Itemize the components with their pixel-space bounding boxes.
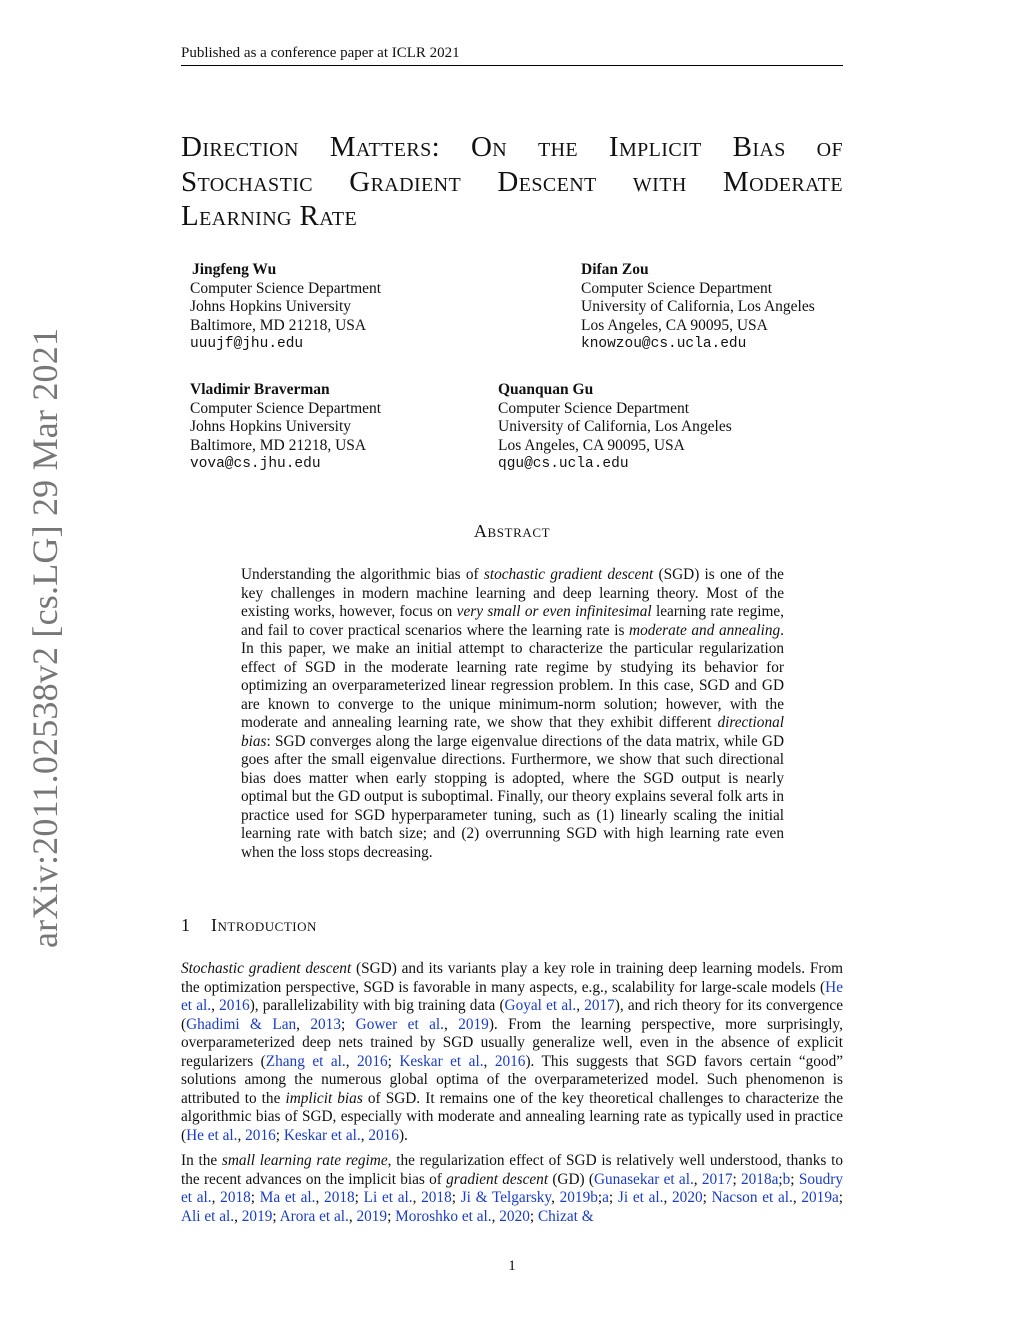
author-email[interactable]: knowzou@cs.ucla.edu xyxy=(581,336,747,352)
text: , xyxy=(491,1207,500,1225)
citation-link[interactable]: Chizat & xyxy=(537,1207,594,1225)
text: ). From the learning perspective, more surprisingly, overparameterized deep nets trained by SGD usually generalize well, even in the absence of explicit regularizers ( xyxy=(181,1015,843,1070)
text: , xyxy=(576,997,585,1014)
citation-link[interactable]: 2016 xyxy=(494,1052,526,1070)
citation-link[interactable]: 2016 xyxy=(219,997,250,1014)
text: , xyxy=(693,1170,702,1188)
citation-link[interactable]: 2017 xyxy=(584,997,615,1014)
citation-link[interactable]: Ali et al. xyxy=(181,1207,235,1225)
citation-link[interactable]: 2019 xyxy=(458,1015,489,1033)
author-address: Los Angeles, CA 90095, USA xyxy=(498,436,685,454)
text: (SGD) and its variants play a key role in training deep learning models. From the optimization perspective, SGD is favorable in many aspects, e.g., scalability for large-scale models ( xyxy=(181,960,843,996)
text: , xyxy=(211,1189,221,1206)
text: ), and rich theory for its convergence ( xyxy=(181,997,843,1033)
author-name: Quanquan Gu xyxy=(498,381,594,398)
citation-link[interactable]: 2019b xyxy=(559,1189,598,1206)
citation-link[interactable]: Gower et al. xyxy=(355,1015,444,1033)
abstract-text: : SGD converges along the large eigenvalue directions of the data matrix, while GD goes after the small eigenvalue directions. Furthermore, we show that such directional bias does matter when early stopping is adopted, where the SGD output is nearly optimal but the GD output is suboptimal. Finally, our theory explains several folk arts in practice used for SGD hyperparameter tuning, such as (1) linearly scaling the initial learning rate with batch size; and (2) overrunning SGD with high learning rate even when the loss stops decreasing. xyxy=(241,732,784,861)
citation-link[interactable]: a xyxy=(602,1189,609,1206)
page-number: 1 xyxy=(508,1258,516,1274)
abstract-heading: Abstract xyxy=(473,521,551,541)
text: , xyxy=(296,1015,311,1033)
author-name: Jingfeng Wu xyxy=(192,261,277,278)
text: , xyxy=(345,1052,358,1070)
abstract-emphasis: stochastic gradient descent xyxy=(483,566,654,583)
text: , xyxy=(792,1189,802,1206)
citation-link[interactable]: 2020 xyxy=(672,1189,703,1206)
text: ; xyxy=(387,1052,400,1070)
citation-link[interactable]: Ji & Telgarsky xyxy=(460,1189,552,1206)
text: ; xyxy=(340,1015,356,1033)
abstract-emphasis: very small or even infinitesimal xyxy=(456,603,652,620)
citation-link[interactable]: 2019 xyxy=(356,1207,388,1225)
citation-link[interactable]: b xyxy=(782,1170,791,1188)
abstract-text: . In this paper, we make an initial attempt to characterize the particular regularization effect of SGD in the moderate learning rate regime by studying its behavior for optimizing an overparameterized linear regression problem. In this case, SGD and GD are known to converge to the unique minimum-norm solution; however, with the moderate and annealing learning rate, we show that they exhibit different xyxy=(241,621,784,731)
emphasis: Stochastic gradient descent xyxy=(181,960,352,977)
text: ; xyxy=(597,1189,603,1206)
author-name: Vladimir Braverman xyxy=(190,381,330,398)
text: ). This suggests that SGD favors certain “good” solutions among the numerous global optima of the overparameterized model. Such phenomenon is attributed to the xyxy=(181,1052,844,1107)
author-block xyxy=(581,261,815,354)
text: , xyxy=(348,1207,357,1225)
title-line-3: Learning Rate xyxy=(181,200,358,232)
abstract-text: (SGD) is one of the key challenges in modern machine learning and deep learning theory. Most of the existing works, however, focus on xyxy=(241,566,784,620)
abstract-body xyxy=(241,566,784,862)
text: ; xyxy=(272,1207,280,1225)
author-affiliation: University of California, Los Angeles xyxy=(498,418,732,435)
citation-link[interactable]: Keskar et al. xyxy=(399,1052,484,1070)
text: of SGD. It remains one of the key theoretical challenges to characterize the algorithmic bias of SGD, especially with moderate and annealing learning rate as typically used in practice ( xyxy=(181,1089,843,1144)
author-address: Baltimore, MD 21218, USA xyxy=(190,436,367,454)
text: ; xyxy=(275,1126,284,1144)
text: ; xyxy=(250,1189,260,1206)
text: ). xyxy=(398,1126,408,1144)
abstract-emphasis: directional bias xyxy=(241,714,784,750)
text: ), parallelizability with big training data ( xyxy=(249,997,505,1014)
emphasis: gradient descent xyxy=(446,1170,549,1188)
text: , xyxy=(663,1189,673,1206)
section-heading xyxy=(181,915,317,936)
text: (GD) ( xyxy=(548,1170,594,1188)
citation-link[interactable]: 2016 xyxy=(368,1126,399,1144)
abstract-text: learning rate regime, and fail to cover practical scenarios where the learning rate is xyxy=(241,603,784,639)
citation-link[interactable]: 2018 xyxy=(220,1189,251,1206)
text: ; xyxy=(838,1189,844,1206)
citation-link[interactable]: 2016 xyxy=(245,1126,276,1144)
paper-title xyxy=(181,130,843,234)
intro-paragraph xyxy=(181,960,843,1145)
citation-link[interactable]: 2019 xyxy=(241,1207,273,1225)
author-department: Computer Science Department xyxy=(581,279,773,297)
citation-link[interactable]: 2017 xyxy=(701,1170,733,1188)
text: , xyxy=(444,1015,459,1033)
text: ; xyxy=(790,1170,799,1188)
citation-link[interactable]: Goyal et al. xyxy=(504,997,577,1014)
abstract-emphasis: moderate and annealing xyxy=(629,621,781,639)
arxiv-identifier-stamp: arXiv:2011.02538v2 [cs.LG] 29 Mar 2021 xyxy=(25,327,65,948)
author-name: Difan Zou xyxy=(581,261,649,278)
text: ; xyxy=(354,1189,364,1206)
citation-link[interactable]: Zhang et al. xyxy=(265,1052,346,1070)
text: , xyxy=(211,997,220,1014)
citation-link[interactable]: Moroshko et al. xyxy=(395,1207,492,1225)
title-line-1: Direction Matters: On the Implicit Bias of xyxy=(181,131,843,163)
citation-link[interactable]: 2013 xyxy=(310,1015,341,1033)
text: , xyxy=(551,1189,560,1206)
citation-link[interactable]: 2018a xyxy=(741,1170,779,1188)
emphasis: small learning rate regime xyxy=(221,1152,388,1169)
citation-link[interactable]: He et al. xyxy=(186,1126,238,1144)
author-affiliation: Johns Hopkins University xyxy=(190,298,352,315)
author-address: Los Angeles, CA 90095, USA xyxy=(581,316,768,334)
citation-link[interactable]: Keskar et al. xyxy=(283,1126,361,1144)
text: , xyxy=(237,1126,246,1144)
section-title: Introduction xyxy=(211,915,317,935)
author-affiliation: University of California, Los Angeles xyxy=(581,298,815,315)
author-block xyxy=(190,381,381,474)
emphasis: implicit bias xyxy=(285,1089,363,1107)
citation-link[interactable]: 2020 xyxy=(499,1207,530,1225)
author-block xyxy=(192,261,381,354)
running-head: Published as a conference paper at ICLR 2021 xyxy=(181,44,843,66)
text: ; xyxy=(732,1170,741,1188)
text: In the xyxy=(181,1152,222,1169)
citation-link[interactable]: Arora et al. xyxy=(279,1207,349,1225)
text: ; xyxy=(451,1189,461,1206)
text: ; xyxy=(529,1207,538,1225)
author-email[interactable]: qgu@cs.ucla.edu xyxy=(498,456,629,472)
author-department: Computer Science Department xyxy=(498,399,690,417)
citation-link[interactable]: Soudry et al. xyxy=(181,1170,844,1206)
text: , xyxy=(234,1207,242,1225)
text: ; xyxy=(608,1189,618,1206)
citation-link[interactable]: Nacson et al. xyxy=(711,1189,793,1206)
text: ; xyxy=(702,1189,712,1206)
citation-link[interactable]: Ma et al. xyxy=(259,1189,316,1206)
author-department: Computer Science Department xyxy=(190,399,382,417)
citation-link[interactable]: 2016 xyxy=(357,1052,388,1070)
text: , xyxy=(360,1126,369,1144)
author-block xyxy=(498,381,732,474)
author-affiliation: Johns Hopkins University xyxy=(190,418,352,435)
text: , xyxy=(412,1189,422,1206)
text: , xyxy=(483,1052,495,1070)
author-email[interactable]: vova@cs.jhu.edu xyxy=(190,456,321,472)
citation-link[interactable]: He et al. xyxy=(181,978,843,1014)
text: ; xyxy=(778,1170,783,1188)
citation-link[interactable]: Ghadimi & Lan xyxy=(186,1015,297,1033)
citation-link[interactable]: Ji et al. xyxy=(617,1189,664,1206)
section-number: 1 xyxy=(181,915,191,935)
author-address: Baltimore, MD 21218, USA xyxy=(190,316,367,334)
abstract-text: Understanding the algorithmic bias of xyxy=(241,566,484,583)
title-line-2: Stochastic Gradient Descent with Moderate xyxy=(181,165,843,198)
text: , xyxy=(315,1189,325,1206)
author-department: Computer Science Department xyxy=(190,279,382,297)
text: , the regularization effect of SGD is relatively well understood, thanks to the recent advances on the implicit bias of xyxy=(181,1152,843,1188)
intro-paragraph xyxy=(181,1152,843,1226)
citation-link[interactable]: Li et al. xyxy=(363,1189,413,1206)
citation-link[interactable]: 2018 xyxy=(421,1189,452,1206)
citation-link[interactable]: 2018 xyxy=(324,1189,355,1206)
citation-link[interactable]: Gunasekar et al. xyxy=(593,1170,694,1188)
citation-link[interactable]: 2019a xyxy=(801,1189,839,1206)
author-email[interactable]: uuujf@jhu.edu xyxy=(190,336,304,352)
text: ; xyxy=(387,1207,396,1225)
